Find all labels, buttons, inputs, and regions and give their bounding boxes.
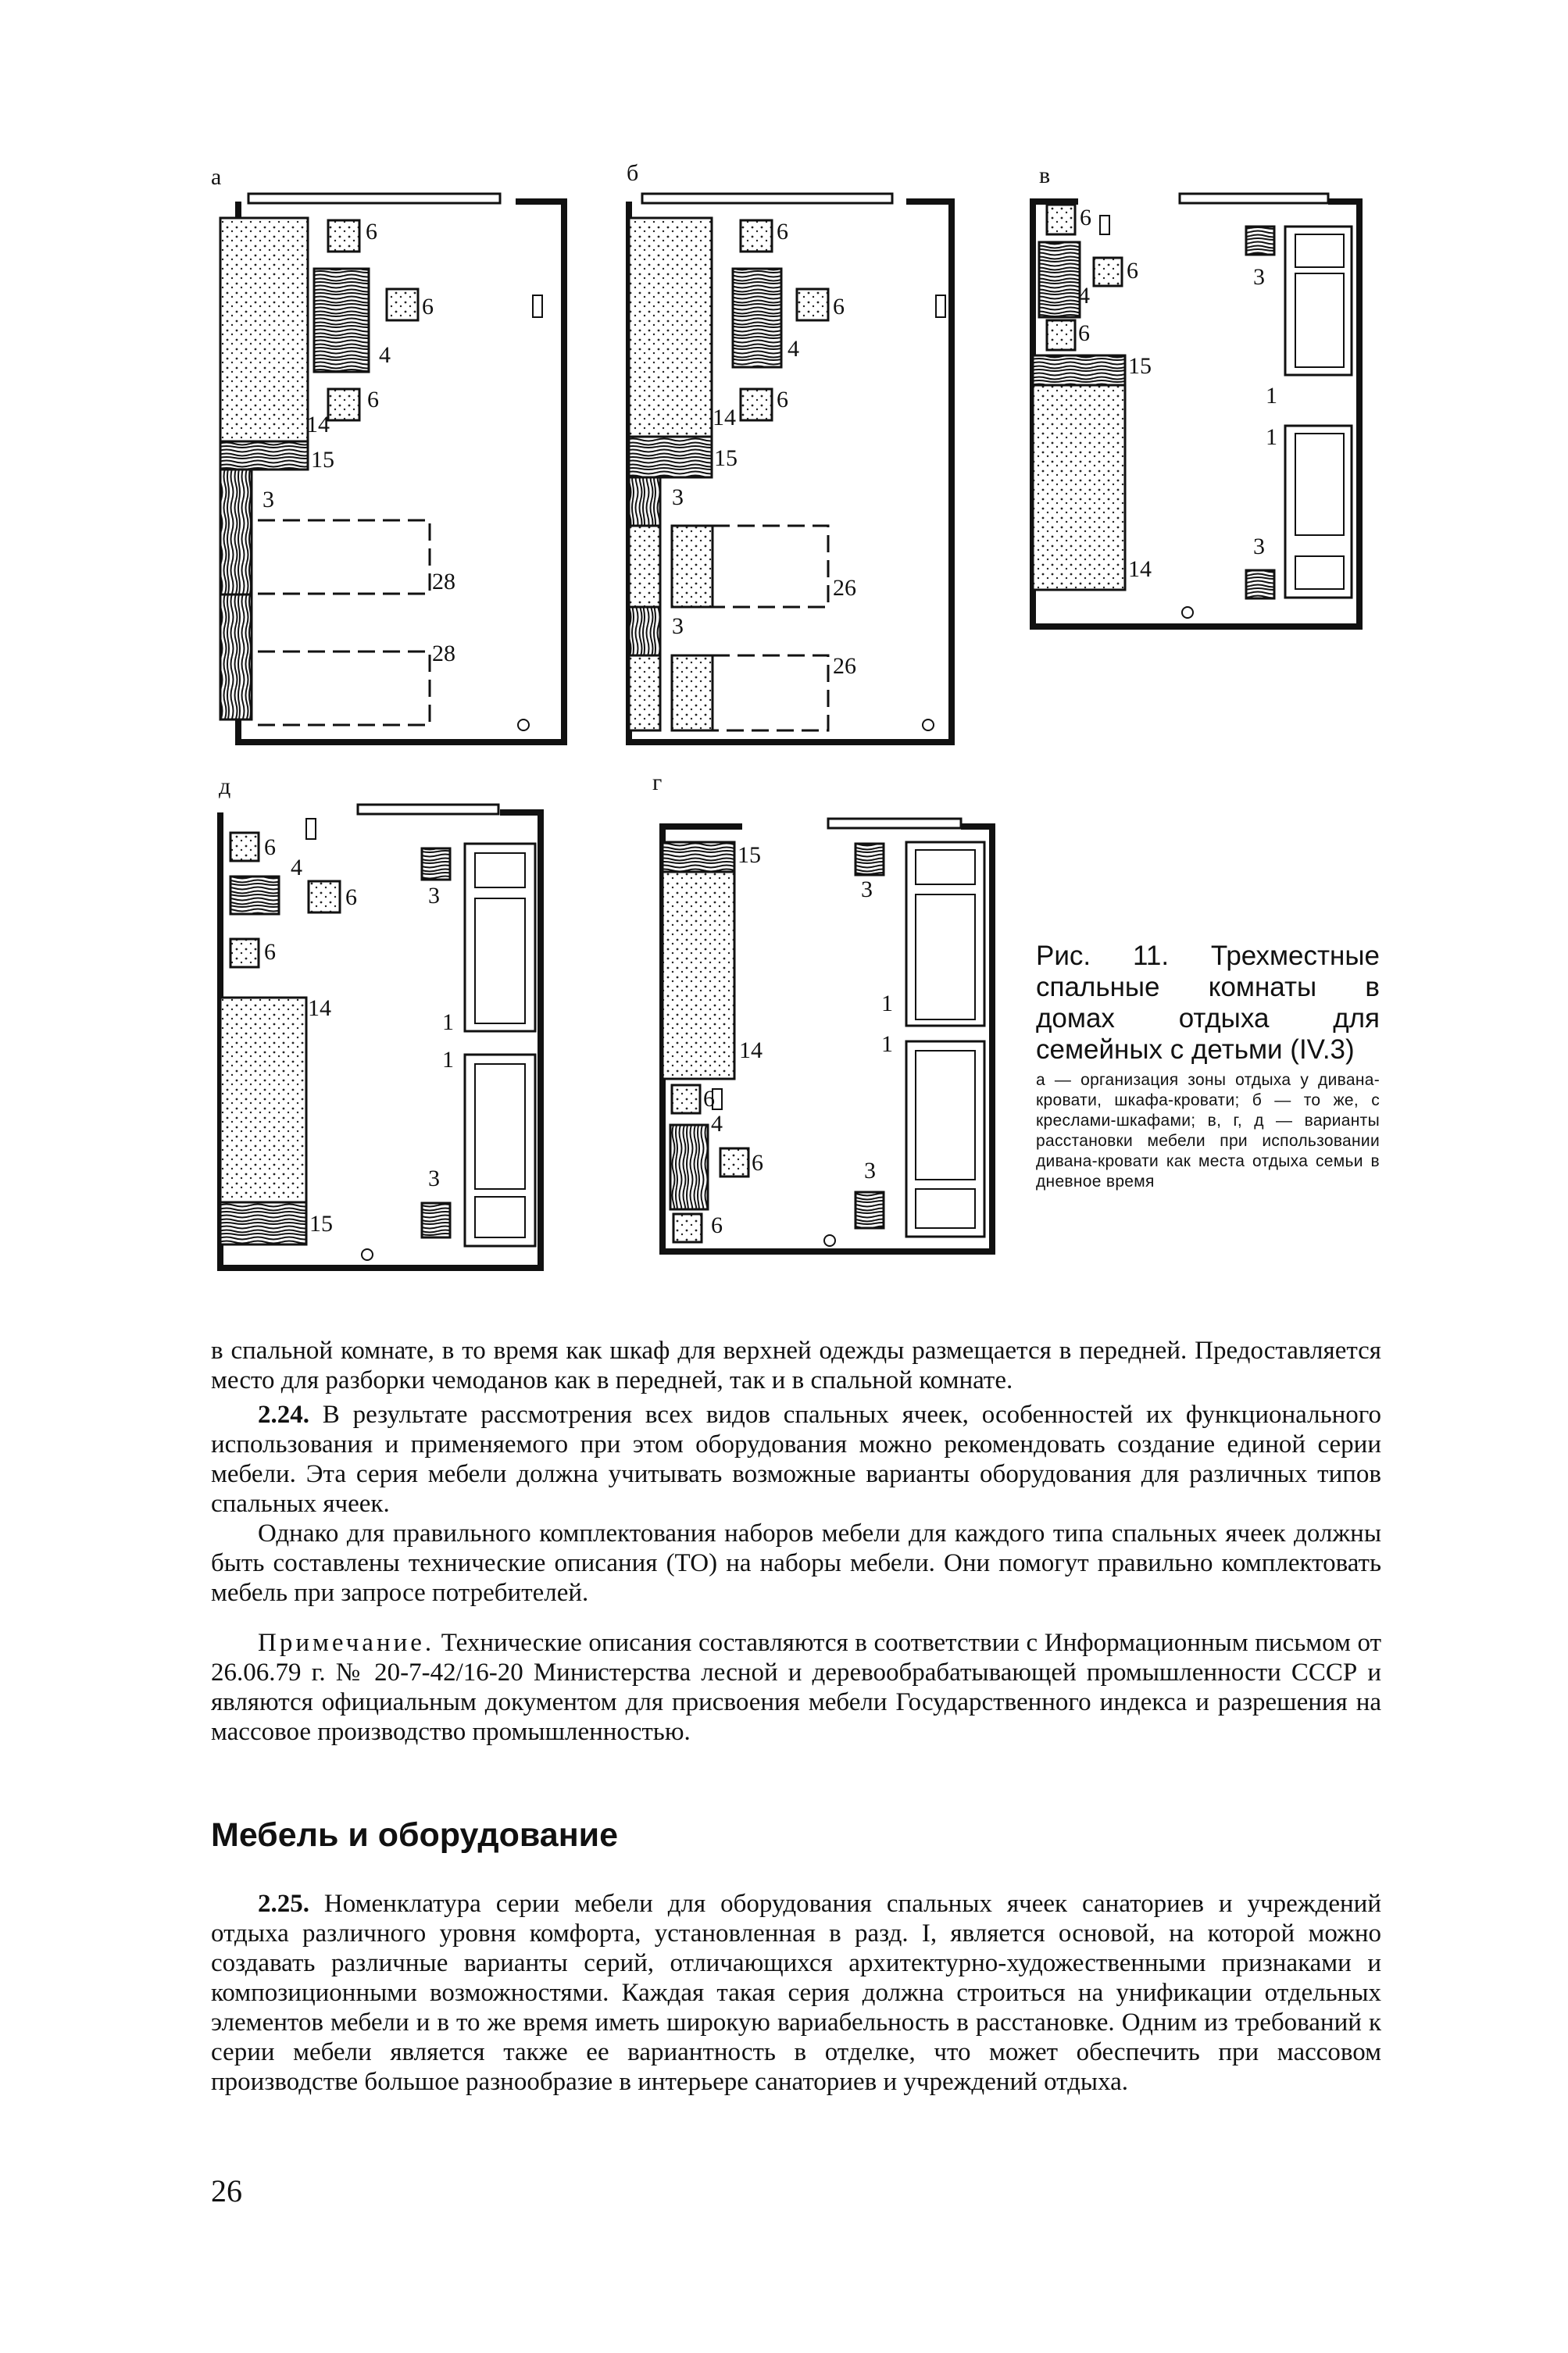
paragraph-2-24 <box>211 1400 1381 1519</box>
plan-g-num: 6 <box>703 1086 715 1112</box>
note-body: Технические описания составляются в соответствии с Информационным письмом от 26.06.79 г. № 20-7-42/16-20 Министерства лесной и деревообрабатывающей промышленности СССР и являются официальным документом для присвоения мебели Государственного индекса и разрешения на массовое производство промышленностью. <box>211 1629 1381 1746</box>
paragraph: Однако для правильного комплектования наборов мебели для каждого типа спальных ячеек должны быть составлены технические описания (ТО) на наборы мебели. Они помогут правильно комплектовать мебель при запросе потребителей. <box>211 1519 1381 1607</box>
plan-b-num: 26 <box>833 653 856 679</box>
caption-title: Рис. 11. Трехместные спальные комнаты в домах отдыха для семейных с детьми (IV.3) <box>1036 941 1380 1065</box>
plan-a-num: 28 <box>432 641 455 666</box>
plan-g-num: 15 <box>738 842 761 868</box>
plan-d-num: 3 <box>428 883 440 909</box>
plan-d <box>220 805 541 1268</box>
plan-d-num: 1 <box>442 1009 454 1035</box>
plan-d-num: 3 <box>428 1166 440 1191</box>
plan-a-num: 6 <box>367 387 379 412</box>
plan-v-num: 14 <box>1128 556 1152 582</box>
plan-b-num: 4 <box>788 336 799 362</box>
figure-caption <box>1036 941 1380 1192</box>
paragraph: в спальной комнате, в то время как шкаф для верхней одежды размещается в передней. Предоставляется место для разборки чемоданов как в передней, так и в спальной комнате. <box>211 1337 1381 1394</box>
plan-d-num: 6 <box>264 939 276 965</box>
plan-label-b: б <box>627 160 639 186</box>
section-heading: Мебель и оборудование <box>211 1816 619 1854</box>
plan-d-num: 15 <box>309 1211 333 1237</box>
plan-a-num: 4 <box>379 342 391 368</box>
plan-g-num: 6 <box>711 1212 723 1238</box>
plan-v-num: 4 <box>1078 283 1090 309</box>
plan-v-num: 15 <box>1128 353 1152 379</box>
plan-g-num: 3 <box>864 1158 876 1184</box>
plan-d-num: 6 <box>264 834 276 860</box>
plan-v-num: 3 <box>1253 264 1265 290</box>
plan-v-num: 3 <box>1253 534 1265 559</box>
plan-g-num: 6 <box>752 1150 763 1176</box>
plan-g-num: 1 <box>881 1031 893 1057</box>
plan-g-num: 14 <box>739 1037 763 1063</box>
plan-label-g: г <box>652 769 663 795</box>
plan-label-a: а <box>211 164 222 190</box>
plan-g <box>663 819 992 1251</box>
section-number: 2.24. <box>258 1401 309 1429</box>
plan-v <box>1033 194 1359 627</box>
text-block-1 <box>211 1336 1381 1747</box>
plan-a <box>220 194 564 742</box>
paragraph-body: В результате рассмотрения всех видов спальных ячеек, особенностей их функционального использования и применяемого при этом оборудования можно рекомендовать создание единой серии мебели. Эта серия мебели должна учитывать возможные варианты оборудования для различных типов спальных ячеек. <box>211 1401 1381 1518</box>
caption-legend: а — организация зоны отдыха у дивана-кровати, шкафа-кровати; б — то же, с креслами-шкафами; в, г, д — варианты расстановки мебели при использовании дивана-кровати как места отдыха семьи в дневное время <box>1036 1071 1380 1191</box>
plan-d-num: 1 <box>442 1047 454 1073</box>
plan-b-num: 3 <box>672 484 684 510</box>
plan-v-num: 6 <box>1127 258 1138 284</box>
paragraph-2-25 <box>211 1889 1381 2097</box>
plan-g-num: 4 <box>711 1111 723 1137</box>
plan-label-v: в <box>1039 162 1051 188</box>
plan-b <box>629 194 952 742</box>
plan-a-num: 3 <box>263 487 274 512</box>
plan-d-num: 6 <box>345 884 357 910</box>
note-paragraph <box>211 1628 1381 1747</box>
plan-b-num: 6 <box>777 387 788 412</box>
plan-v-num: 6 <box>1078 320 1090 346</box>
plan-b-num: 26 <box>833 575 856 601</box>
note-label: Примечание. <box>258 1629 435 1657</box>
plan-g-num: 1 <box>881 991 893 1016</box>
plan-b-num: 14 <box>713 405 736 430</box>
plan-b-num: 6 <box>777 219 788 245</box>
plan-v-num: 6 <box>1080 205 1091 230</box>
plan-d-num: 4 <box>291 855 302 880</box>
plan-a-num: 28 <box>432 569 455 594</box>
plan-a-num: 15 <box>311 447 334 473</box>
plan-a-num: 6 <box>366 219 377 245</box>
paragraph-body: Номенклатура серии мебели для оборудования спальных ячеек санаториев и учреждений отдыха различного уровня комфорта, установленная в разд. I, является основой, на которой можно создавать различные варианты серий, отличающихся архитектурно-художественными признаками и композиционными возможностями. Каждая такая серия должна строиться на унификации отдельных элементов мебели и в то же время иметь широкую вариабельность в расстановке. Одним из требований к серии мебели является также ее вариантность в отделке, что может обеспечить при массовом производстве большое разнообразие в интерьере санаториев и учреждений отдыха. <box>211 1890 1381 2096</box>
plan-g-num: 3 <box>861 877 873 902</box>
section-number: 2.25. <box>258 1890 309 1918</box>
plan-label-d: д <box>219 773 231 799</box>
plan-b-num: 15 <box>714 445 738 471</box>
plan-b-num: 6 <box>833 294 845 320</box>
plan-a-num: 6 <box>422 294 434 320</box>
plan-v-num: 1 <box>1266 383 1277 409</box>
plan-b-num: 3 <box>672 613 684 639</box>
plan-a-num: 14 <box>306 412 330 437</box>
plan-v-num: 1 <box>1266 424 1277 450</box>
page-number: 26 <box>211 2173 242 2208</box>
text-block-2 <box>211 1889 1381 2097</box>
plan-d-num: 14 <box>308 995 331 1021</box>
